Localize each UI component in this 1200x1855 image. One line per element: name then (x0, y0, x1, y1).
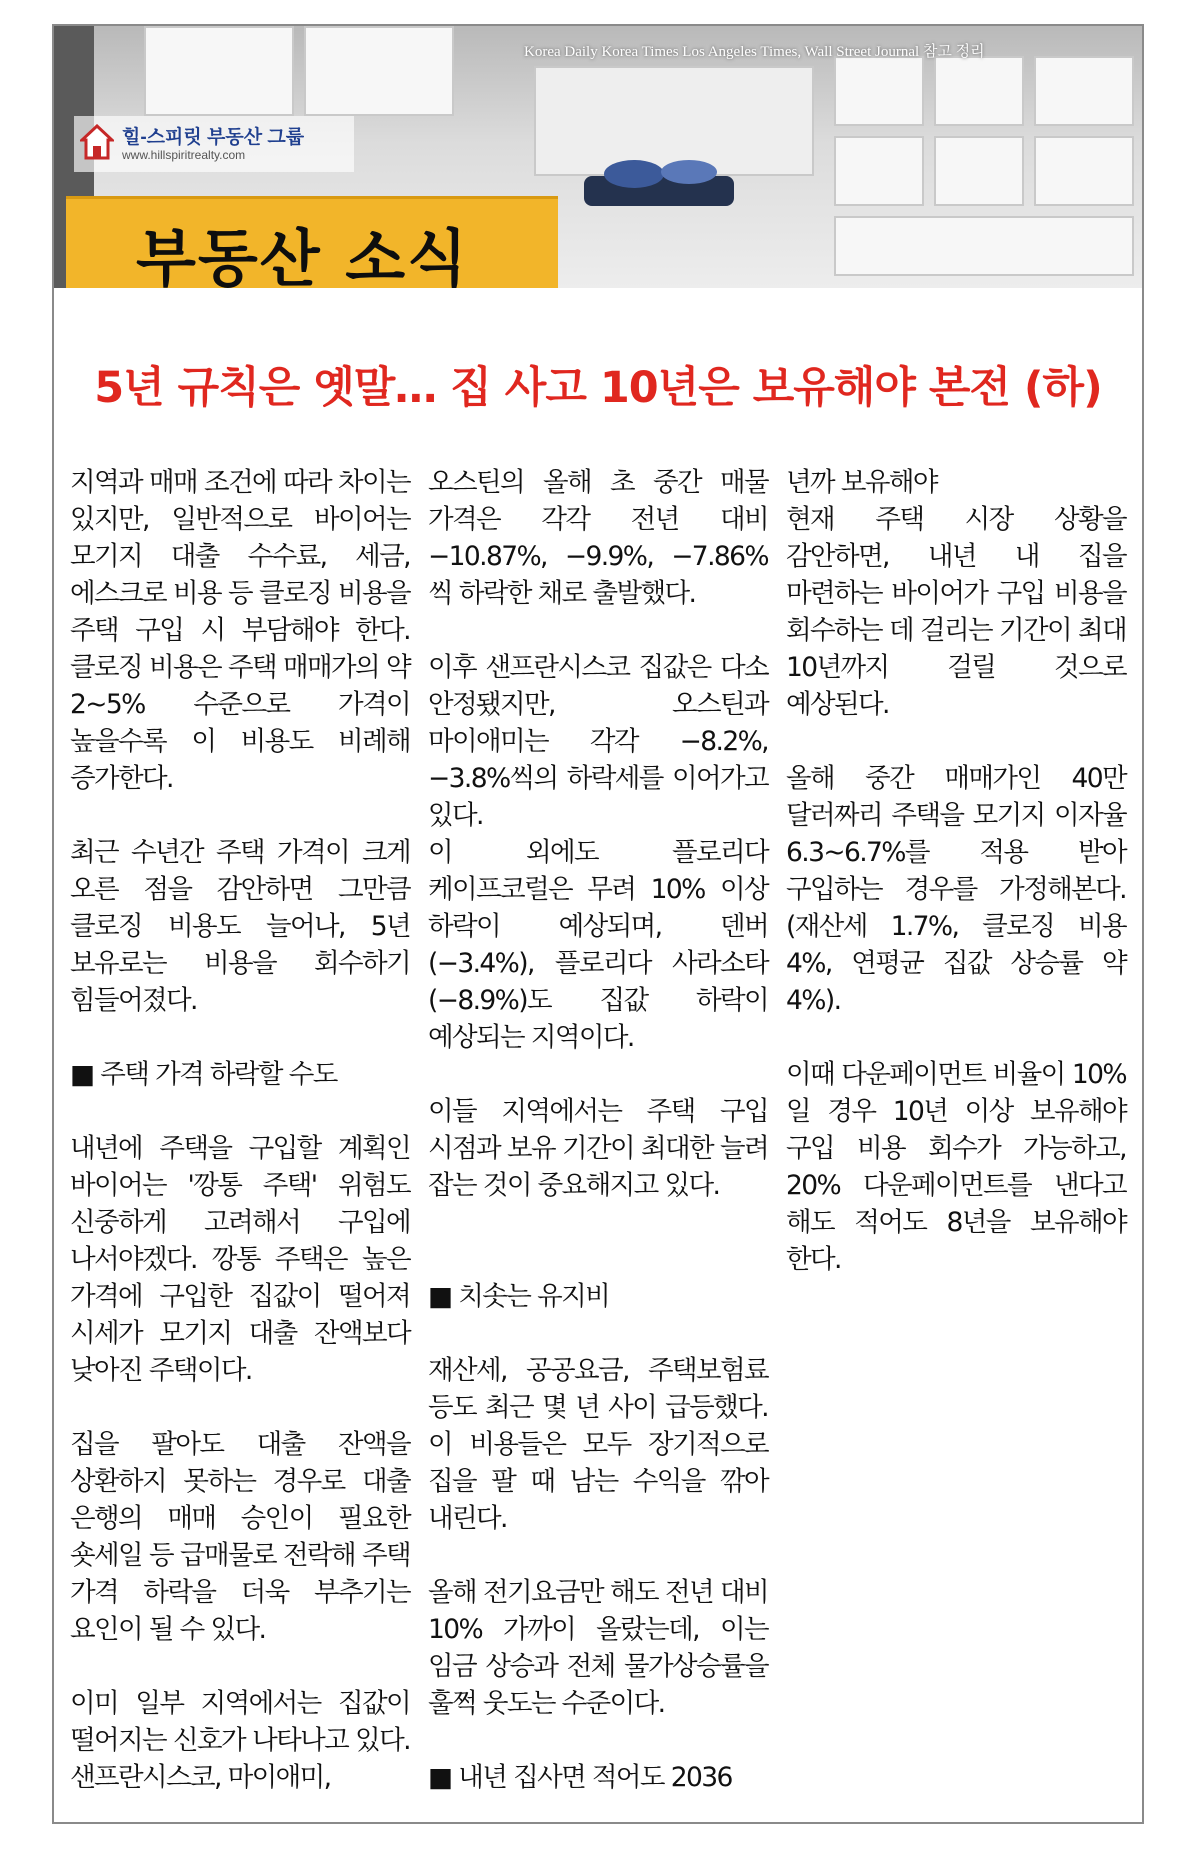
paragraph: 내년에 주택을 구입할 계획인 바이어는 '깡통 주택' 위험도 신중하게 고려해서 구입에 나서야겠다. 깡통 주택은 높은 가격에 구입한 집값이 떨어져 시세가 모기지 대출 잔액보다 낮아진 주택이다. (70, 1133, 410, 1386)
section-badge (66, 196, 558, 288)
shelf-unit (834, 56, 924, 126)
shelf-unit (834, 136, 924, 206)
paragraph: 올해 전기요금만 해도 전년 대비 10% 가까이 올랐는데, 이는 임금 상승과 전체 물가상승률을 훌쩍 웃도는 수준이다. (428, 1577, 768, 1719)
paragraph: 지역과 매매 조건에 따라 차이는 있지만, 일반적으로 바이어는 모기지 대출 수수료, 세금, 에스크로 비용 등 클로징 비용을 주택 구입 시 부담해야 한다. 클로징 비용은 주택 매매가의 약 2~5% 수준으로 가격이 높을수록 이 비용도 비례해 증가한다. (70, 467, 410, 794)
company-logo (74, 116, 354, 172)
article-column-1 (70, 464, 410, 1796)
article-column-3 (786, 464, 1126, 1278)
subheading: ■ 주택 가격 하락할 수도 (70, 1059, 337, 1090)
paragraph: 이 외에도 플로리다 케이프코럴은 무려 10% 이상 하락이 예상되며, 덴버(−3.4%), 플로리다 사라소타(−8.9%)도 집값 하락이 예상되는 지역이다. (428, 837, 768, 1053)
shelf-unit (934, 56, 1024, 126)
sofa-graphic (574, 146, 744, 216)
paragraph: 이때 다운페이먼트 비율이 10%일 경우 10년 이상 보유해야 구입 비용 회수가 가능하고, 20% 다운페이먼트를 낸다고 해도 적어도 8년을 보유해야 한다. (786, 1059, 1126, 1275)
article-column-2 (428, 464, 768, 1833)
source-credit: Korea Daily Korea Times Los Angeles Times, Wall Street Journal 참고 정리 (524, 44, 985, 60)
logo-url: www.hillspiritrealty.com (122, 148, 246, 162)
shelf-unit (834, 216, 1134, 276)
house-icon (80, 124, 114, 160)
subheading: ■ 치솟는 유지비 (428, 1281, 610, 1312)
paragraph: 올해 중간 매매가인 40만 달러짜리 주택을 모기지 이자율 6.3~6.7%를 적용 받아 구입하는 경우를 가정해본다. (재산세 1.7%, 클로징 비용 4%, 연평균 집값 상승률 약 4%). (786, 763, 1126, 1016)
paragraph: 재산세, 공공요금, 주택보험료 등도 최근 몇 년 사이 급등했다. 이 비용들은 모두 장기적으로 집을 팔 때 남는 수익을 깎아 내린다. (428, 1355, 768, 1534)
paragraph: 오스틴의 올해 초 중간 매물 가격은 각각 전년 대비 −10.87%, −9.9%, −7.86%씩 하락한 채로 출발했다. (428, 467, 768, 609)
subheading: ■ 내년 집사면 적어도 2036 (428, 1762, 732, 1793)
shelf-unit (1034, 136, 1134, 206)
paragraph: 이미 일부 지역에서는 집값이 떨어지는 신호가 나타나고 있다. 샌프란시스코, 마이애미, (70, 1688, 410, 1793)
shelf-unit (1034, 56, 1134, 126)
paragraph: 년까 보유해야 (786, 467, 937, 498)
article-headline: 5년 규칙은 옛말… 집 사고 10년은 보유해야 본전 (하) (94, 363, 1102, 413)
paragraph: 최근 수년간 주택 가격이 크게 오른 점을 감안하면 그만큼 클로징 비용도 늘어나, 5년 보유로는 비용을 회수하기 힘들어졌다. (70, 837, 410, 1016)
shelf-unit (304, 26, 454, 116)
header-banner (54, 26, 1142, 288)
shelf-unit (934, 136, 1024, 206)
section-title: 부동산 소식 (136, 222, 470, 288)
logo-name: 힐-스피릿 부동산 그룹 (122, 127, 305, 148)
paragraph: 집을 팔아도 대출 잔액을 상환하지 못하는 경우로 대출 은행의 매매 승인이 필요한 숏세일 등 급매물로 전락해 주택 가격 하락을 더욱 부추기는 요인이 될 수 있다. (70, 1429, 410, 1645)
paragraph: 이후 샌프란시스코 집값은 다소 안정됐지만, 오스틴과 마이애미는 각각 −8.2%, −3.8%씩의 하락세를 이어가고 있다. (428, 652, 768, 831)
paragraph: 현재 주택 시장 상황을 감안하면, 내년 내 집을 마련하는 바이어가 구입 비용을 회수하는 데 걸리는 기간이 최대 10년까지 걸릴 것으로 예상된다. (786, 504, 1126, 720)
article-page (52, 24, 1144, 1824)
shelf-unit (144, 26, 294, 116)
paragraph: 이들 지역에서는 주택 구입 시점과 보유 기간이 최대한 늘려 잡는 것이 중요해지고 있다. (428, 1096, 768, 1201)
